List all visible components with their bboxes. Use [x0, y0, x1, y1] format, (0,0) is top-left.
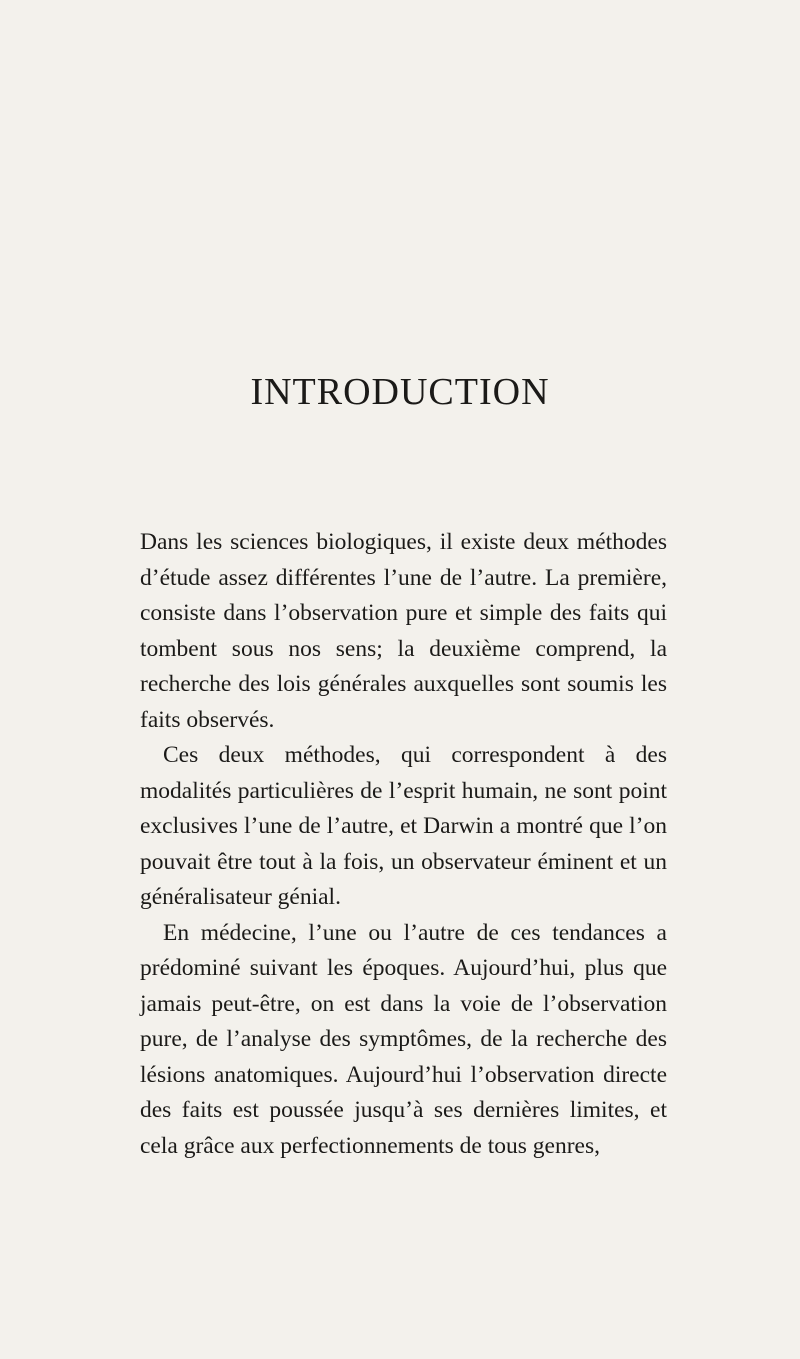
body-text	[140, 525, 667, 1164]
chapter-heading: INTRODUCTION	[250, 371, 550, 413]
paragraph-1: Dans les sciences biologiques, il existe deux méthodes d’étude assez différentes l’une de l’autre. La première, consiste dans l’observation pure et simple des faits qui tombent sous nos sens; la deuxième comprend, la recherche des lois générales auxquelles sont soumis les faits observés.	[140, 529, 667, 733]
paragraph-3: En médecine, l’une ou l’autre de ces tendances a prédominé suivant les époques. Aujourd’hui, plus que jamais peut-être, on est dans la voie de l’observation pure, de l’analyse des symptômes, de la recherche des lésions anatomiques. Aujourd’hui l’observation directe des faits est poussée jusqu’à ses dernières limites, et cela grâce aux perfectionnements de tous genres,	[140, 919, 667, 1159]
paragraph-2: Ces deux méthodes, qui correspondent à des modalités particulières de l’esprit humain, ne sont point exclusives l’une de l’autre, et Darwin a montré que l’on pouvait être tout à la fois, un observateur éminent et un généralisateur génial.	[140, 742, 667, 910]
